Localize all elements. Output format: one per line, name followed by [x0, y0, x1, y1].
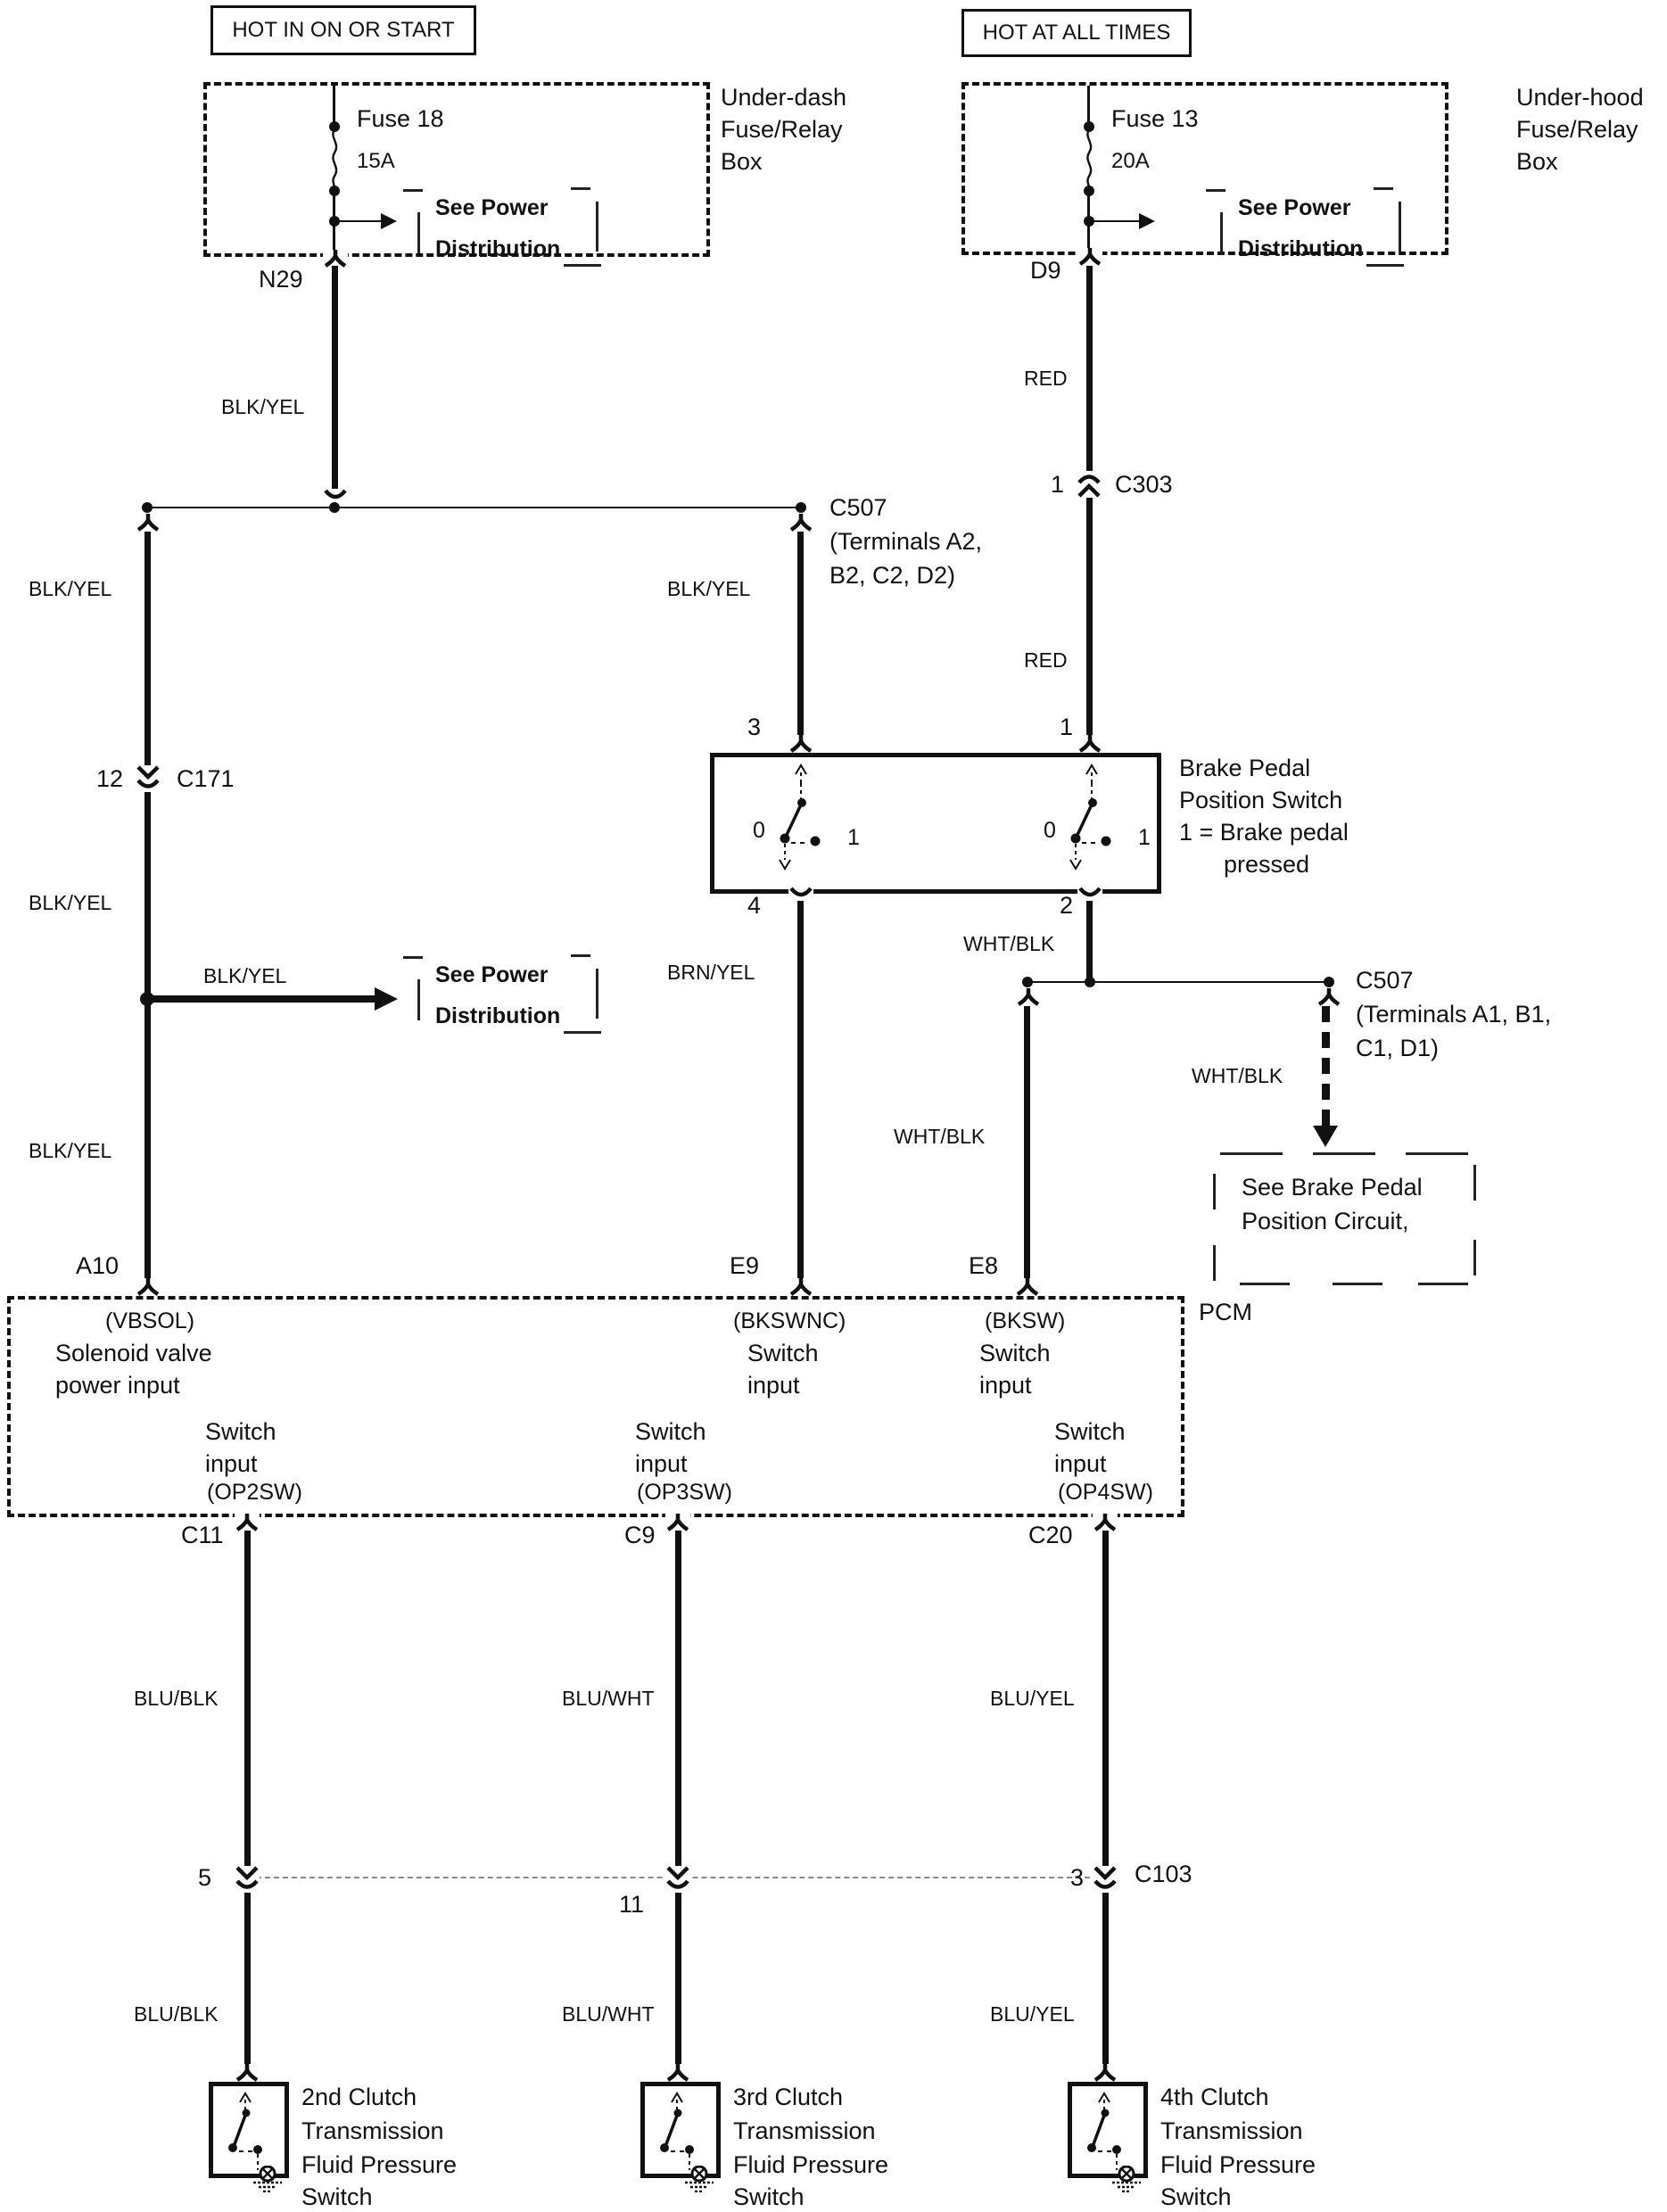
power-dist-arrowhead [375, 987, 398, 1011]
brake-pin-3: 3 [747, 714, 762, 740]
brake-left-pos1: 1 [847, 825, 860, 850]
brake-left-pos0: 0 [753, 818, 765, 843]
see-brake-tear [1418, 1283, 1468, 1285]
see-brake-tear [1213, 1174, 1216, 1209]
brake-out-right-connector-icon [1077, 887, 1102, 901]
e9-pin: E9 [730, 1252, 760, 1279]
bluyel-wire [1102, 1531, 1109, 2080]
underhood-name-1: Under-hood [1516, 84, 1644, 111]
clutch2-label-4: Switch [301, 2183, 373, 2210]
op4sw-line2: input [1054, 1450, 1107, 1477]
blkyel-wire-mid [797, 532, 804, 737]
whtblk-dot-right [1324, 977, 1334, 987]
junction-line-top [147, 507, 801, 508]
c11-connector-icon [235, 1514, 260, 1531]
junction-line-whtblk [1027, 981, 1329, 983]
clutch3-ground-icon [680, 2166, 719, 2192]
op2sw-line2: input [205, 1450, 258, 1477]
see-brake-tear [1473, 1165, 1476, 1201]
see-power3-tear [564, 1031, 601, 1034]
brake-out-left-connector-icon [788, 887, 813, 901]
see-brake-line2: Position Circuit, [1242, 1208, 1409, 1234]
red-label-upper: RED [1024, 367, 1068, 390]
blkyel-label-left2: BLK/YEL [29, 891, 112, 914]
clutch4-label-3: Fluid Pressure [1160, 2151, 1316, 2178]
see-brake-tear [1473, 1240, 1476, 1275]
clutch3-switch-symbol [648, 2085, 710, 2170]
bksw-tag: (BKSW) [985, 1308, 1066, 1333]
red-label-lower: RED [1024, 648, 1068, 672]
underdash-name-1: Under-dash [721, 84, 847, 111]
clutch3-connector-icon [665, 2064, 690, 2082]
brake-circuit-arrowhead [1313, 1126, 1338, 1147]
see-power2-arrow-line [1089, 220, 1139, 222]
see-power2-tear [1206, 189, 1225, 192]
blkyel-label-n29: BLK/YEL [221, 395, 305, 418]
see-power1-tear [564, 264, 601, 267]
blkyel-label-mid: BLK/YEL [667, 577, 751, 600]
see-power2-tear [1374, 187, 1393, 190]
op3sw-line1: Switch [635, 1418, 706, 1445]
bluwht-wire [675, 1531, 681, 2080]
fuse13-element [1082, 129, 1096, 190]
see-power1-arrow-line [334, 220, 381, 222]
c11-pin: C11 [181, 1522, 224, 1548]
bkswnc-tag: (BKSWNC) [733, 1308, 846, 1333]
clutch2-label-2: Transmission [301, 2117, 444, 2144]
op2sw-line1: Switch [205, 1418, 276, 1445]
left-branch-connector-icon [136, 514, 161, 532]
c171-name: C171 [177, 765, 235, 792]
see-power2-tear [1399, 202, 1401, 252]
op4sw-line1: Switch [1054, 1418, 1126, 1445]
brake-right-pos1: 1 [1138, 825, 1151, 850]
op3sw-tag: (OP3SW) [637, 1480, 732, 1505]
see-power3-tear [571, 954, 590, 957]
op2sw-tag: (OP2SW) [207, 1480, 302, 1505]
see-power2-line1: See Power [1238, 195, 1351, 220]
vbsol-line2: power input [55, 1372, 180, 1399]
clutch3-label-4: Switch [733, 2183, 805, 2210]
e8-pin: E8 [969, 1252, 999, 1279]
c103-left-connector-icon [235, 1866, 260, 1893]
c303-pin: 1 [1051, 471, 1065, 498]
hot2-label: HOT AT ALL TIMES [982, 20, 1171, 45]
brake-label-2: Position Switch [1179, 787, 1343, 813]
e8-connector-icon [1015, 1278, 1040, 1296]
hot-at-all-times-box [961, 9, 1192, 57]
clutch2-ground-icon [248, 2166, 287, 2192]
clutch4-label-2: Transmission [1160, 2117, 1303, 2144]
bluyel-label-upper: BLU/YEL [990, 1687, 1075, 1710]
blkyel-label-left3: BLK/YEL [29, 1139, 112, 1162]
c171-pin: 12 [96, 765, 124, 792]
blkyel-label-arrow: BLK/YEL [203, 964, 287, 987]
blublk-label-lower: BLU/BLK [134, 2002, 219, 2026]
a10-pin: A10 [76, 1252, 120, 1279]
whtblk-dot-mid [1085, 977, 1095, 987]
c9-connector-icon [665, 1514, 690, 1531]
c507-right-name: C507 [1356, 967, 1414, 994]
vbsol-tag: (VBSOL) [105, 1308, 195, 1333]
brake-pin-1: 1 [1060, 714, 1074, 740]
whtblk-label-short: WHT/BLK [963, 932, 1055, 955]
c507-top-detail-1: (Terminals A2, [829, 528, 983, 555]
clutch4-ground-icon [1107, 2166, 1146, 2192]
clutch3-label-3: Fluid Pressure [733, 2151, 889, 2178]
fuse18-element [327, 129, 342, 190]
c507-right-detail-1: (Terminals A1, B1, [1356, 1001, 1552, 1028]
hot1-label: HOT IN ON OR START [232, 17, 455, 42]
see-power2-tear [1220, 212, 1223, 253]
underhood-name-3: Box [1516, 148, 1558, 175]
underdash-fuse-box [203, 82, 710, 257]
c507-top-connector-icon [788, 514, 813, 532]
c303-name: C303 [1115, 471, 1173, 498]
see-power1-tear [417, 212, 420, 253]
c507-top-detail-2: B2, C2, D2) [829, 562, 956, 589]
brake-pin-2: 2 [1060, 892, 1074, 919]
see-brake-line1: See Brake Pedal [1242, 1174, 1423, 1201]
brake-label-4: pressed [1224, 851, 1310, 878]
clutch4-label-4: Switch [1160, 2183, 1232, 2210]
c9-pin: C9 [624, 1522, 656, 1548]
clutch2-label-1: 2nd Clutch [301, 2084, 417, 2110]
bluyel-label-lower: BLU/YEL [990, 2002, 1075, 2026]
see-brake-tear [1313, 1152, 1375, 1155]
see-power3-line2: Distribution [435, 1003, 561, 1028]
bkswnc-line2: input [747, 1372, 800, 1399]
see-power3-line1: See Power [435, 962, 549, 987]
clutch4-switch-symbol [1075, 2085, 1137, 2170]
bksw-line2: input [979, 1372, 1032, 1399]
fuse18-amps: 15A [357, 149, 395, 173]
whtblk-dashed-wire [1322, 1006, 1330, 1126]
see-power1-tear [403, 189, 423, 192]
junction-dot-c507 [796, 502, 806, 513]
clutch4-connector-icon [1093, 2064, 1118, 2082]
bkswnc-line1: Switch [747, 1340, 819, 1366]
c507-right-detail-2: C1, D1) [1356, 1035, 1440, 1061]
c103-right-connector-icon [1093, 1866, 1118, 1893]
bluwht-label-lower: BLU/WHT [562, 2002, 655, 2026]
blkyel-wire-left [144, 532, 151, 1293]
see-power3-tear [596, 969, 598, 1019]
brake-pin-4: 4 [747, 892, 762, 919]
a10-connector-icon [136, 1278, 161, 1296]
bluwht-label-upper: BLU/WHT [562, 1687, 655, 1710]
whtblk-wire-e8 [1024, 1006, 1030, 1293]
c20-connector-icon [1093, 1514, 1118, 1531]
c507-top-name: C507 [829, 494, 887, 521]
brake-label-3: 1 = Brake pedal [1179, 819, 1349, 846]
see-power1-line2: Distribution [435, 236, 561, 261]
red-wire-upper [1086, 266, 1093, 471]
junction-dot-left [142, 502, 153, 513]
op3sw-line2: input [635, 1450, 688, 1477]
n29-pin: N29 [259, 266, 303, 293]
clutch2-connector-icon [235, 2064, 260, 2082]
underdash-name-2: Fuse/Relay [721, 116, 843, 143]
brake-label-1: Brake Pedal [1179, 755, 1311, 781]
see-power1-arrowhead [381, 213, 397, 229]
blublk-label-upper: BLU/BLK [134, 1687, 219, 1710]
fuse13-amps: 20A [1111, 149, 1150, 173]
c507-right-connector-icon [1316, 988, 1341, 1006]
see-power1-tear [571, 187, 590, 190]
see-brake-tear [1333, 1283, 1382, 1285]
c103-pin-right: 3 [1070, 1864, 1085, 1891]
d9-connector-icon [1077, 248, 1102, 266]
fuse13-label: Fuse 13 [1111, 105, 1199, 132]
red-wire-lower [1086, 498, 1093, 737]
vbsol-line1: Solenoid valve [55, 1340, 212, 1366]
see-brake-tear [1240, 1283, 1290, 1285]
c20-pin: C20 [1028, 1522, 1073, 1548]
see-power3-tear [417, 979, 420, 1020]
whtblk-label-dashed: WHT/BLK [1192, 1064, 1283, 1087]
clutch4-label-1: 4th Clutch [1160, 2084, 1269, 2110]
see-power1-line1: See Power [435, 195, 549, 220]
see-power1-tear [596, 202, 598, 252]
blkyel-junction-connector-icon [323, 489, 348, 503]
underdash-name-3: Box [721, 148, 763, 175]
see-power2-line2: Distribution [1238, 236, 1364, 261]
clutch2-switch-symbol [216, 2085, 278, 2170]
c103-pin-left: 5 [198, 1864, 212, 1891]
brnyel-label: BRN/YEL [667, 961, 755, 984]
see-brake-tear [1213, 1245, 1216, 1281]
e9-connector-icon [788, 1278, 813, 1296]
c171-connector-icon [136, 765, 161, 792]
bksw-line1: Switch [979, 1340, 1051, 1366]
power-dist-arrow-line [152, 995, 376, 1003]
underhood-fuse-box [961, 82, 1448, 255]
hot-in-on-or-start-box [210, 5, 476, 55]
n29-connector-icon [323, 250, 348, 268]
whtblk-wire-short [1086, 901, 1093, 983]
brake-switch-symbol-left [761, 756, 841, 881]
clutch3-label-1: 3rd Clutch [733, 2084, 844, 2110]
e8-branch-connector-icon [1016, 988, 1041, 1006]
c103-pin-mid: 11 [619, 1891, 645, 1918]
brnyel-wire [797, 901, 804, 1293]
brake-switch-symbol-right [1052, 756, 1132, 881]
d9-pin: D9 [1030, 257, 1061, 284]
underhood-name-2: Fuse/Relay [1516, 116, 1638, 143]
c303-connector-icon [1077, 471, 1102, 498]
blkyel-label-left1: BLK/YEL [29, 577, 112, 600]
see-power3-tear [403, 956, 423, 959]
junction-dot-mid [329, 502, 340, 513]
c103-mid-connector-icon [665, 1866, 690, 1893]
op4sw-tag: (OP4SW) [1058, 1480, 1153, 1505]
see-brake-tear [1406, 1152, 1468, 1155]
c103-name: C103 [1135, 1861, 1192, 1887]
brake-in-left-connector-icon [788, 735, 813, 753]
brake-right-pos0: 0 [1044, 818, 1056, 843]
clutch2-label-3: Fluid Pressure [301, 2151, 458, 2178]
whtblk-label-e8: WHT/BLK [894, 1125, 986, 1148]
see-brake-tear [1220, 1152, 1283, 1155]
see-power2-tear [1366, 264, 1404, 267]
whtblk-dot-left [1022, 977, 1033, 987]
clutch3-label-2: Transmission [733, 2117, 876, 2144]
pcm-label: PCM [1199, 1299, 1252, 1325]
blublk-wire [244, 1531, 251, 2080]
see-power2-arrowhead [1139, 213, 1155, 229]
fuse18-label: Fuse 18 [357, 105, 444, 132]
brake-in-right-connector-icon [1077, 735, 1102, 753]
blkyel-wire-n29 [332, 266, 338, 494]
